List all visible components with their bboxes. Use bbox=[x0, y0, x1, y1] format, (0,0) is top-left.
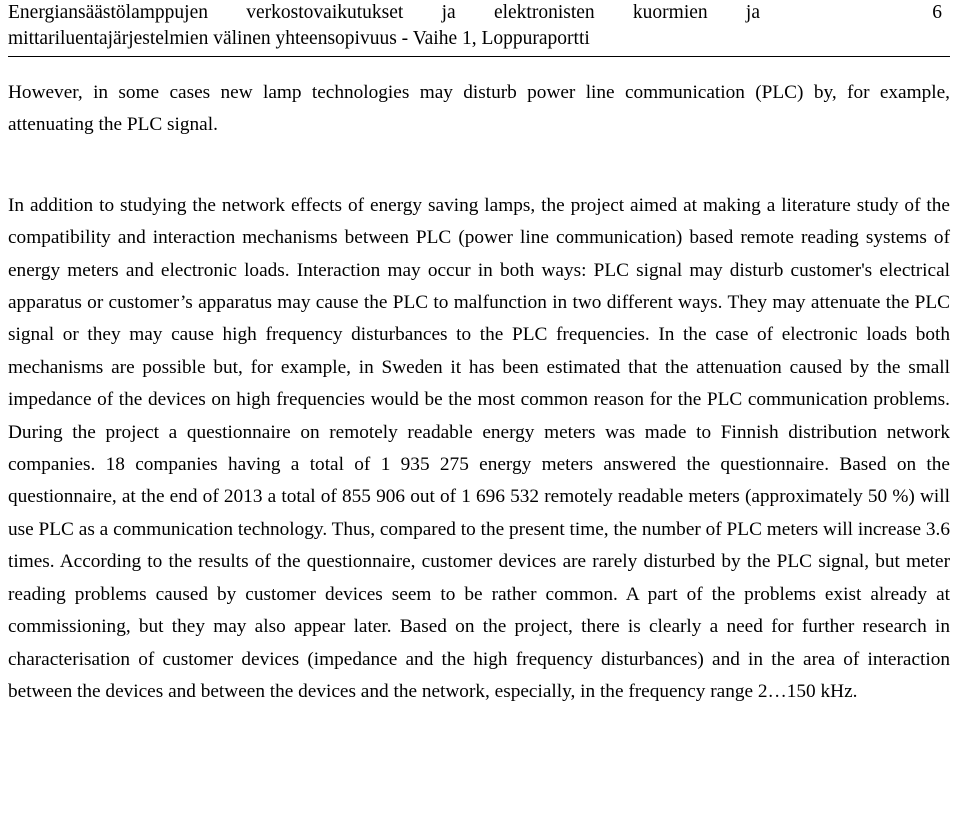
header-word: elektronisten bbox=[493, 2, 595, 23]
header-word: ja bbox=[745, 2, 760, 23]
header-title-line-2: mittariluentajärjestelmien välinen yhteensopivuus - Vaihe 1, Loppuraportti bbox=[8, 28, 590, 49]
running-header bbox=[8, 0, 950, 57]
paragraph: In addition to studying the network effects of energy saving lamps, the project aimed at making a literature study of the compatibility and interaction mechanisms between PLC (power line communication) based remote reading systems of energy meters and electronic loads. Interaction may occur in both ways: PLC signal may disturb customer's electrical apparatus or customer’s apparatus may cause the PLC to malfunction in two different ways. They may attenuate the PLC signal or they may cause high frequency disturbances to the PLC frequencies. In the case of electronic loads both mechanisms are possible but, for example, in Sweden it has been estimated that the attenuation caused by the small impedance of the devices on high frequencies would be the most common reason for the PLC communication problems. During the project a questionnaire on remotely readable energy meters was made to Finnish distribution network companies. 18 companies having a total of 1 935 275 energy meters answered the questionnaire. Based on the questionnaire, at the end of 2013 a total of 855 906 out of 1 696 532 remotely readable meters (approximately 50 %) will use PLC as a communication technology. Thus, compared to the present time, the number of PLC meters will increase 3.6 times. According to the results of the questionnaire, customer devices are rarely disturbed by the PLC signal, but meter reading problems caused by customer devices seem to be rather common. A part of the problems exist already at commissioning, but they may also appear later. Based on the project, there is clearly a need for further research in characterisation of customer devices (impedance and the high frequency disturbances) and in the area of interaction between the devices and between the devices and the network, especially, in the frequency range 2…150 kHz. bbox=[8, 194, 950, 702]
paragraph: However, in some cases new lamp technologies may disturb power line communication (PLC) by, for example, attenuating the PLC signal. bbox=[8, 82, 950, 136]
header-word: Energiansäästölamppujen bbox=[8, 2, 208, 23]
header-word: verkostovaikutukset bbox=[246, 2, 404, 23]
document-page bbox=[8, 0, 950, 840]
header-title-line-1 bbox=[8, 0, 950, 26]
header-word: kuormien bbox=[632, 2, 708, 23]
header-word: ja bbox=[441, 2, 456, 23]
body-text bbox=[8, 77, 950, 708]
page-number: 6 bbox=[932, 2, 942, 23]
header-title-words bbox=[8, 0, 950, 26]
